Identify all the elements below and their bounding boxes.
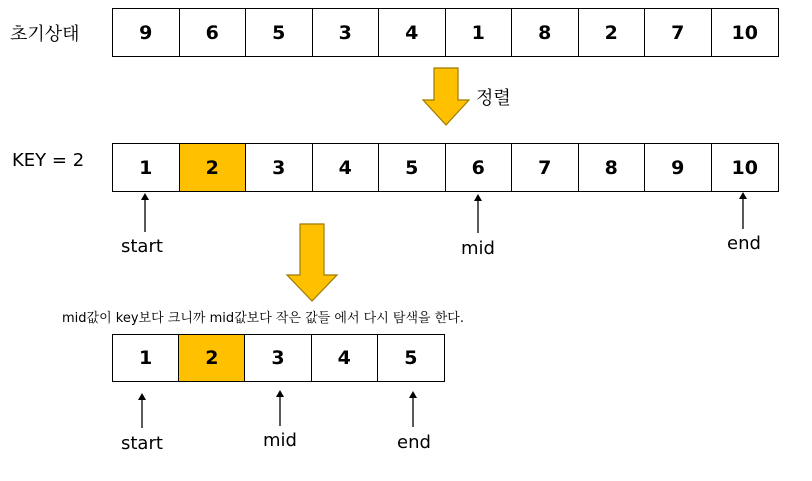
initial-cell: 3	[313, 9, 380, 56]
sorted-cell: 7	[512, 144, 579, 191]
initial-cell: 5	[246, 9, 313, 56]
subarray	[112, 334, 445, 382]
sorted-cell: 5	[379, 144, 446, 191]
subarray-cell: 1	[113, 335, 179, 381]
pointer-arrow-start-2	[138, 393, 146, 428]
initial-cell: 6	[180, 9, 247, 56]
mid-label-1: mid	[461, 238, 495, 259]
pointer-arrow-mid-1	[474, 194, 482, 233]
initial-array	[112, 8, 779, 57]
subarray-cell: 3	[245, 335, 311, 381]
sorted-array	[112, 143, 779, 192]
mid-label-2: mid	[263, 430, 297, 451]
sorted-cell: 10	[731, 156, 758, 179]
sort-arrow	[423, 68, 469, 125]
sorted-cell: 1	[113, 144, 180, 191]
initial-cell: 8	[512, 9, 579, 56]
subarray-cell: 4	[312, 335, 378, 381]
pointer-arrow-start-1	[141, 193, 149, 232]
sorted-cell: 9	[645, 144, 712, 191]
end-label-2: end	[397, 432, 431, 453]
key-label: KEY = 2	[12, 150, 85, 171]
sorted-cell: 6	[446, 144, 513, 191]
start-label-1: start	[121, 236, 163, 257]
pointer-arrow-mid-2	[276, 390, 284, 426]
initial-cell: 7	[645, 9, 712, 56]
initial-cell: 9	[113, 9, 180, 56]
subarray-cell: 2	[179, 335, 245, 381]
pointer-arrow-end-1	[739, 192, 747, 229]
end-label-1: end	[727, 233, 761, 254]
pointer-arrow-end-2	[409, 391, 417, 427]
sorted-cell: 3	[246, 144, 313, 191]
initial-cell: 4	[379, 9, 446, 56]
sort-label: 정렬	[476, 88, 511, 109]
initial-cell: 10	[731, 21, 758, 44]
sorted-cell: 4	[313, 144, 380, 191]
sorted-cell: 8	[579, 144, 646, 191]
initial-label: 초기상태	[10, 24, 80, 45]
initial-cell: 1	[446, 9, 513, 56]
narrow-arrow	[287, 224, 337, 301]
initial-cell: 2	[579, 9, 646, 56]
start-label-2: start	[121, 433, 163, 454]
subarray-cell: 5	[404, 347, 418, 369]
explanation-note: mid값이 key보다 크니까 mid값보다 작은 값들 에서 다시 탐색을 한다.	[62, 311, 464, 326]
sorted-cell: 2	[180, 144, 247, 191]
